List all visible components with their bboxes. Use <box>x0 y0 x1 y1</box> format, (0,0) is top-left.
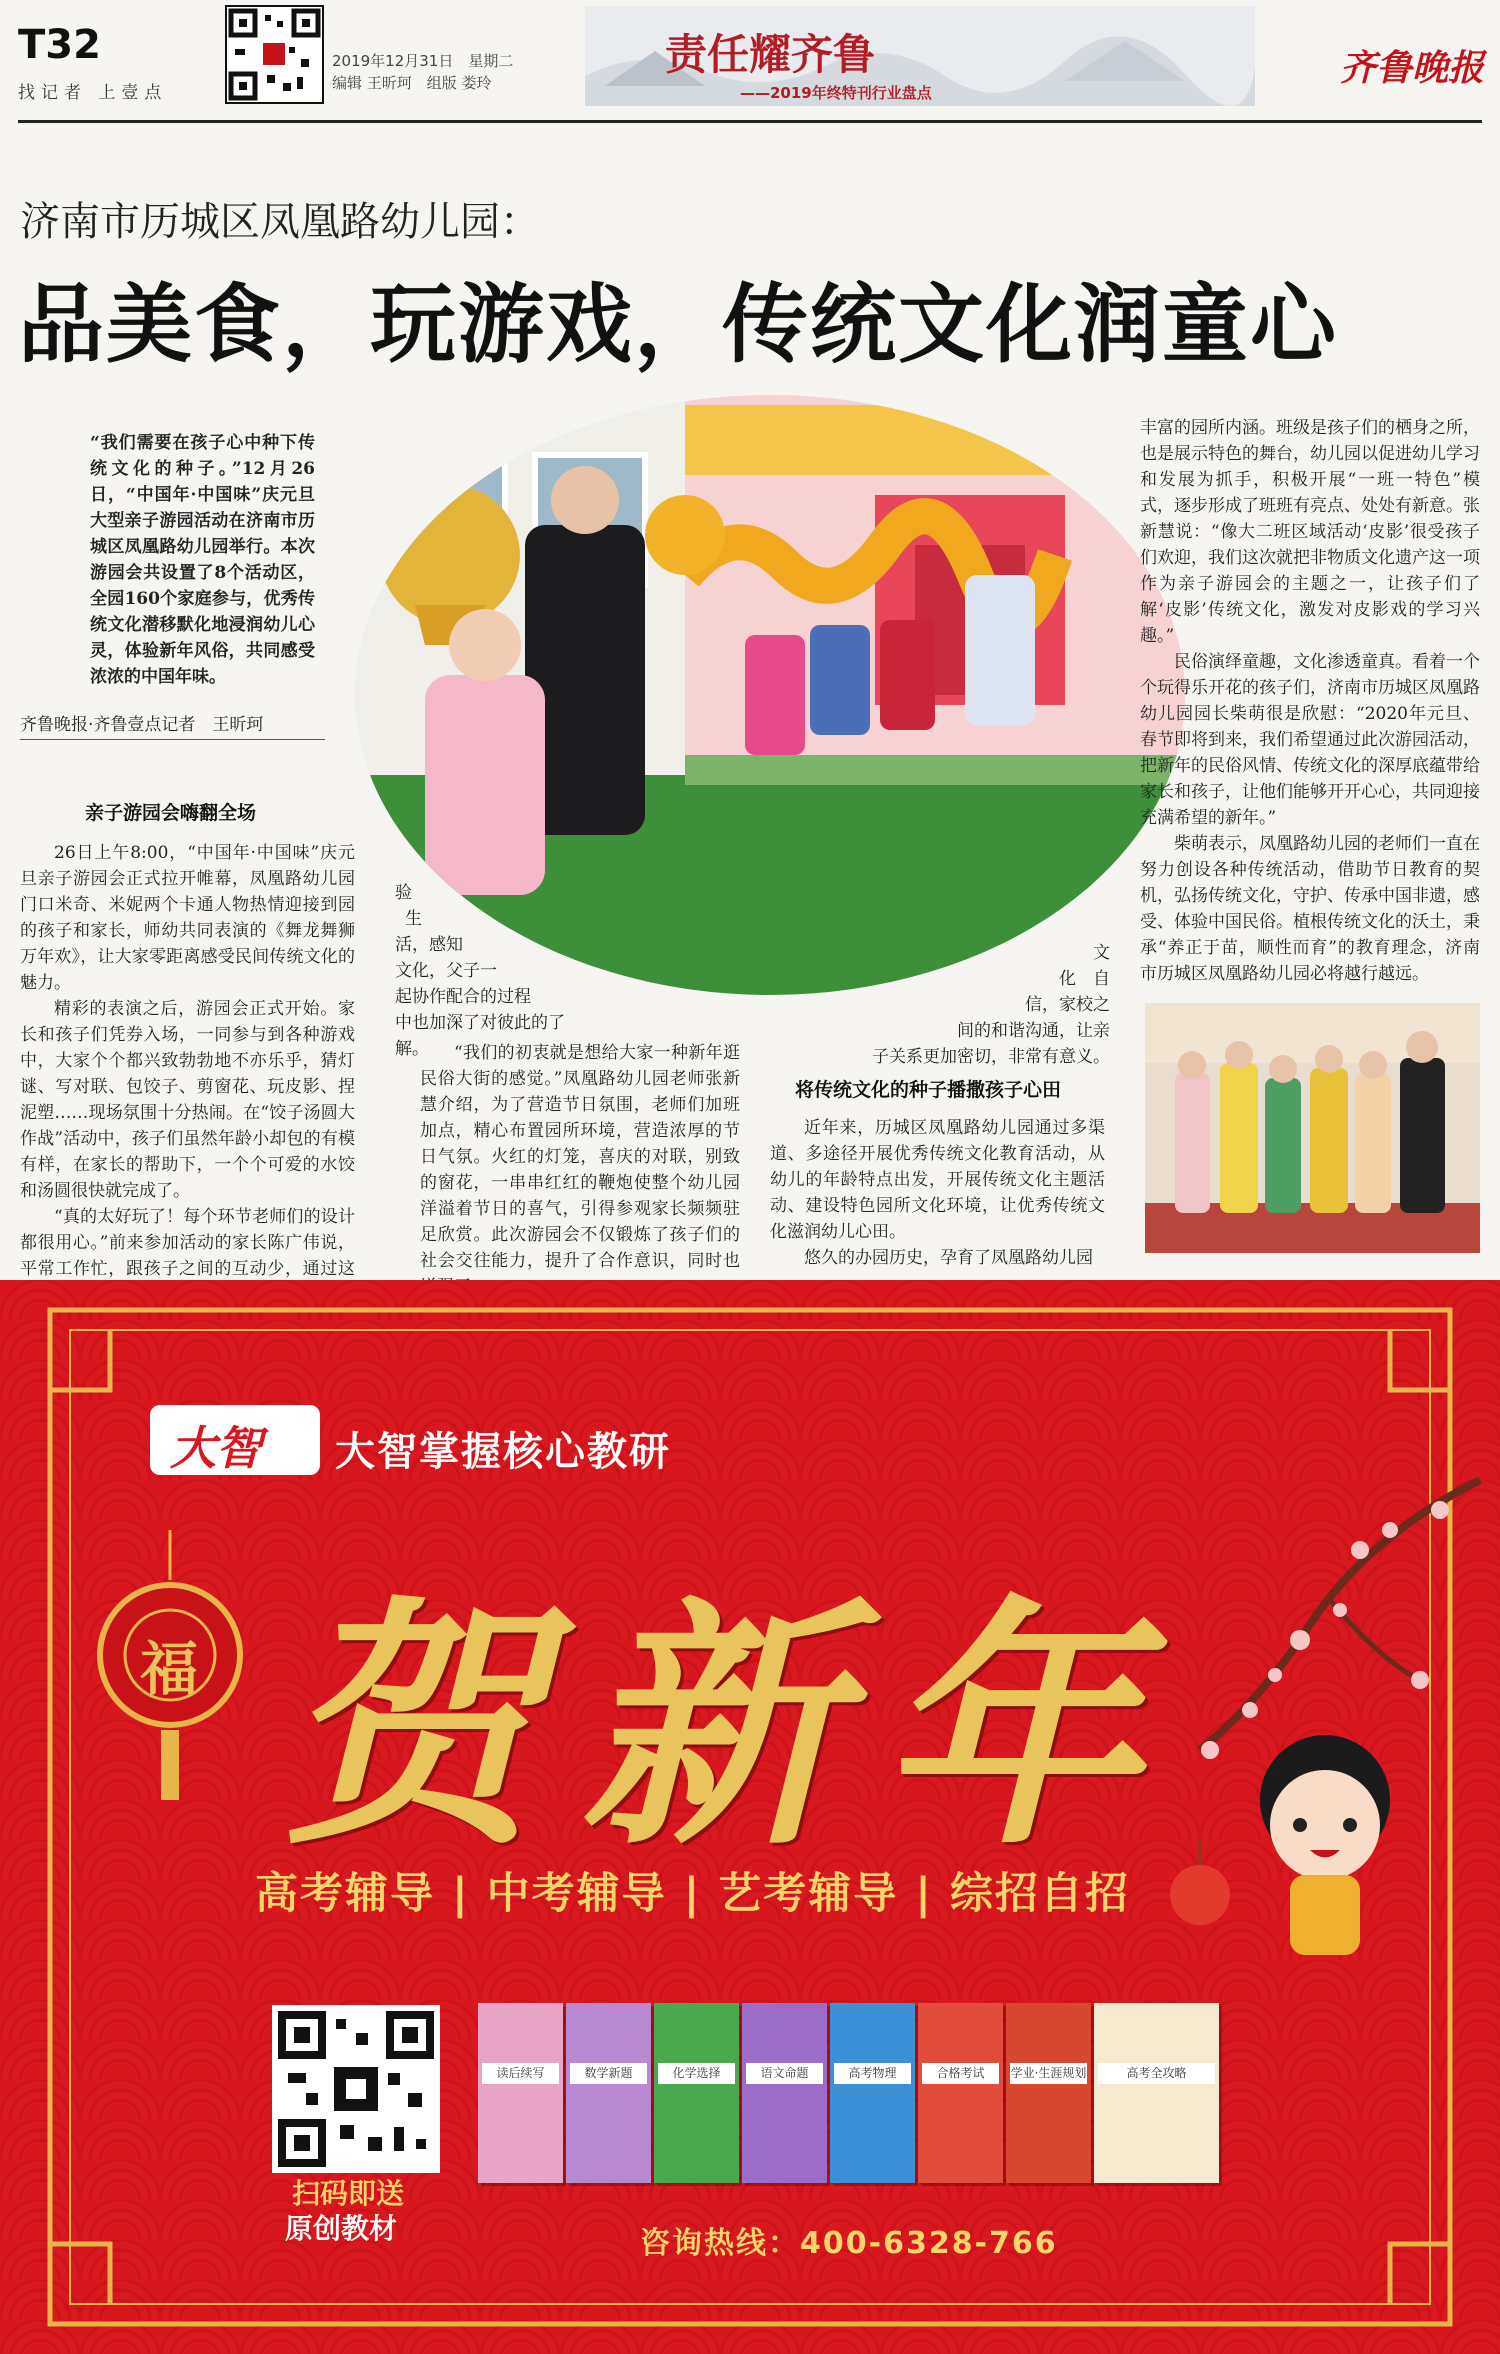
paragraph: 悠久的办园历史，孕育了凤凰路幼儿园 <box>804 1248 1093 1268</box>
wrap-line: 化 自 <box>1059 969 1110 989</box>
book-title: 化学选择 <box>658 2063 735 2084</box>
paragraph: 民俗演绎童趣，文化渗透童真。看着一个个玩得乐开花的孩子们，济南市历城区凤凰路幼儿园园长柴萌很是欣慰：“2020年元旦、春节即将到来，我们希望通过此次游园活动，把新年的民俗风情、传统文化的深厚底蕴带给家长和孩子，让他们能够开开心心，共同迎接充满希望的新年。” <box>1140 652 1480 828</box>
textbook-covers <box>478 2003 1228 2183</box>
book-cover <box>830 2003 915 2183</box>
newspaper-masthead: 齐鲁晚报 <box>1340 47 1485 89</box>
brand-logo-text: 大智 <box>170 1421 262 1475</box>
wrap-line: 解。 <box>395 1039 429 1059</box>
advert-qr-code[interactable] <box>272 2005 440 2173</box>
article-lead: “我们需要在孩子心中种下传统文化的种子。”12月26日，“中国年·中国味”庆元旦大型亲子游园活动在济南市历城区凤凰路幼儿园举行。本次游园会共设置了8个活动区，全园160个家庭参与，优秀传统文化潜移默化地浸润幼儿心灵，体验新年风俗，共同感受浓浓的中国年味。 <box>90 433 315 687</box>
wrap-line: 子关系更加密切，非常有意义。 <box>872 1047 1110 1067</box>
article-kicker: 济南市历城区凤凰路幼儿园： <box>20 199 540 245</box>
wrap-line: 间的和谐沟通，让亲 <box>957 1021 1110 1041</box>
book-title: 语文命题 <box>746 2063 823 2084</box>
paragraph: 近年来，历城区凤凰路幼儿园通过多渠道、多途径开展优秀传统文化教育活动，从幼儿的年龄特点出发，开展传统文化主题活动、建设特色园所文化环境，让优秀传统文化滋润幼儿心田。 <box>770 1118 1105 1242</box>
article-headline: 品美食，玩游戏，传统文化润童心 <box>18 275 1338 375</box>
wrap-line: 中也加深了对彼此的了 <box>395 1013 565 1033</box>
qr-code[interactable] <box>225 5 324 104</box>
wrap-line: 信，家校之 <box>1025 995 1110 1015</box>
subhead-parent-child-fair: 亲子游园会嗨翻全场 <box>85 802 257 824</box>
advert-services: 高考辅导 | 中考辅导 | 艺考辅导 | 综招自招 <box>255 1869 1130 1919</box>
article-column-4 <box>1140 415 1480 987</box>
wrap-line: 活，感知 <box>395 935 463 955</box>
book-cover <box>654 2003 739 2183</box>
banner-title: 责任耀齐鲁 <box>665 30 876 79</box>
book-title: 高考全攻略 <box>1098 2063 1215 2084</box>
wrap-text-right <box>760 940 1110 1070</box>
wrap-line: 文 <box>1093 943 1110 963</box>
paragraph: 丰富的园所内涵。班级是孩子们的栖身之所，也是展示特色的舞台，幼儿园以促进幼儿学习和发展为抓手，积极开展“一班一特色”模式，逐步形成了班班有亮点、处处有新意。张新慧说：“像大二班区域活动‘皮影’很受孩子们欢迎，我们这次就把非物质文化遗产这一项作为亲子游园会的主题之一，让孩子们了解‘皮影’传统文化，激发对皮影戏的学习兴趣。” <box>1140 418 1480 646</box>
book-title: 高考物理 <box>834 2063 911 2084</box>
page-number: T32 <box>18 22 101 68</box>
section-name: 找记者 上壹点 <box>18 83 168 103</box>
article-column-2: “我们的初衷就是想给大家一种新年逛民俗大街的感觉。”凤凰路幼儿园老师张新慧介绍，为了营造节日氛围，老师们加班加点，精心布置园所环境，营造浓厚的节日气氛。火红的灯笼，喜庆的对联，别致的窗花，一串串红红的鞭炮使整个幼儿园洋溢着节日的喜气，引得参观家长频频驻足欣赏。此次游园会不仅锻炼了孩子们的社会交往能力，提升了合作意识，同时也 <box>420 1043 740 1271</box>
book-cover <box>918 2003 1003 2183</box>
wrap-text-left <box>395 880 685 1062</box>
book-cover <box>478 2003 563 2183</box>
wrap-line: 起协作配合的过程 <box>395 987 531 1007</box>
qr-caption-offer: 扫码即送 <box>292 2177 405 2210</box>
page-header <box>0 0 1500 130</box>
article-byline: 齐鲁晚报·齐鲁壹点记者 王昕珂 <box>20 710 325 740</box>
book-title: 数学新题 <box>570 2063 647 2084</box>
book-title: 学业·生涯规划 <box>1010 2063 1087 2084</box>
paragraph: 柴萌表示，凤凰路幼儿园的老师们一直在努力创设各种传统活动，借助节日教育的契机，弘扬传统文化，守护、传承中国非遗，感受、体验中国民俗。植根传统文化的沃土，秉承“养正于苗，顺性而育”的教育理念，济南市历城区凤凰路幼儿园必将越行越远。 <box>1140 834 1480 984</box>
wrap-line: 文化，父子一 <box>395 961 497 981</box>
advert-slogan: 大智掌握核心教研 <box>335 1429 671 1475</box>
article-photo-costumes <box>1145 1003 1480 1253</box>
issue-date: 2019年12月31日 星期二 <box>332 52 514 70</box>
paragraph: “真的太好玩了！每个环节老师们的设计都很用心。”前来参加活动的家长陈广伟说，平常工作忙，跟孩子之间的互动少，通过这 <box>20 1207 355 1279</box>
book-cover <box>566 2003 651 2183</box>
book-cover <box>1006 2003 1091 2183</box>
new-year-greeting: 贺新年 <box>280 1575 1180 1880</box>
paragraph: 精彩的表演之后，游园会正式开始。家长和孩子们凭券入场，一同参与到各种游戏中，大家个个都兴致勃勃地不亦乐乎，猜灯谜、写对联、包饺子、剪窗花、玩皮影、捏泥塑……现场氛围十分热闹。在“饺子汤圆大作战”活动中，孩子们虽然年龄小却包的有模有样，在家长的帮助下，一个个可爱的水饺和汤圆很快就完成了。 <box>20 999 355 1201</box>
qr-caption-textbook: 原创教材 <box>285 2212 398 2245</box>
fu-character: 福 <box>140 1635 199 1703</box>
banner-subtitle: ——2019年终特刊行业盘点 <box>740 84 932 102</box>
subhead-culture-seeds: 将传统文化的种子播撒孩子心田 <box>795 1079 1062 1101</box>
book-title: 读后续写 <box>482 2063 559 2084</box>
book-title: 合格考试 <box>922 2063 999 2084</box>
article-column-3-lower <box>770 1115 1105 1271</box>
advert-hotline: 咨询热线：400-6328-766 <box>640 2226 1058 2261</box>
article-column-1 <box>20 840 355 1308</box>
book-cover <box>1094 2003 1219 2183</box>
paragraph: 26日上午8:00，“中国年·中国味”庆元旦亲子游园会正式拉开帷幕，凤凰路幼儿园门口米奇、米妮两个卡通人物热情迎接到园的孩子和家长，师幼共同表演的《舞龙舞狮 万年欢》，让大家零距离感受民间传统文化的魅力。 <box>20 843 355 993</box>
wrap-line: 验 <box>395 883 412 903</box>
header-rule <box>18 120 1482 123</box>
book-cover <box>742 2003 827 2183</box>
wrap-line: 生 <box>405 909 422 929</box>
issue-staff: 编辑 王昕珂 组版 娄玲 <box>332 74 492 92</box>
